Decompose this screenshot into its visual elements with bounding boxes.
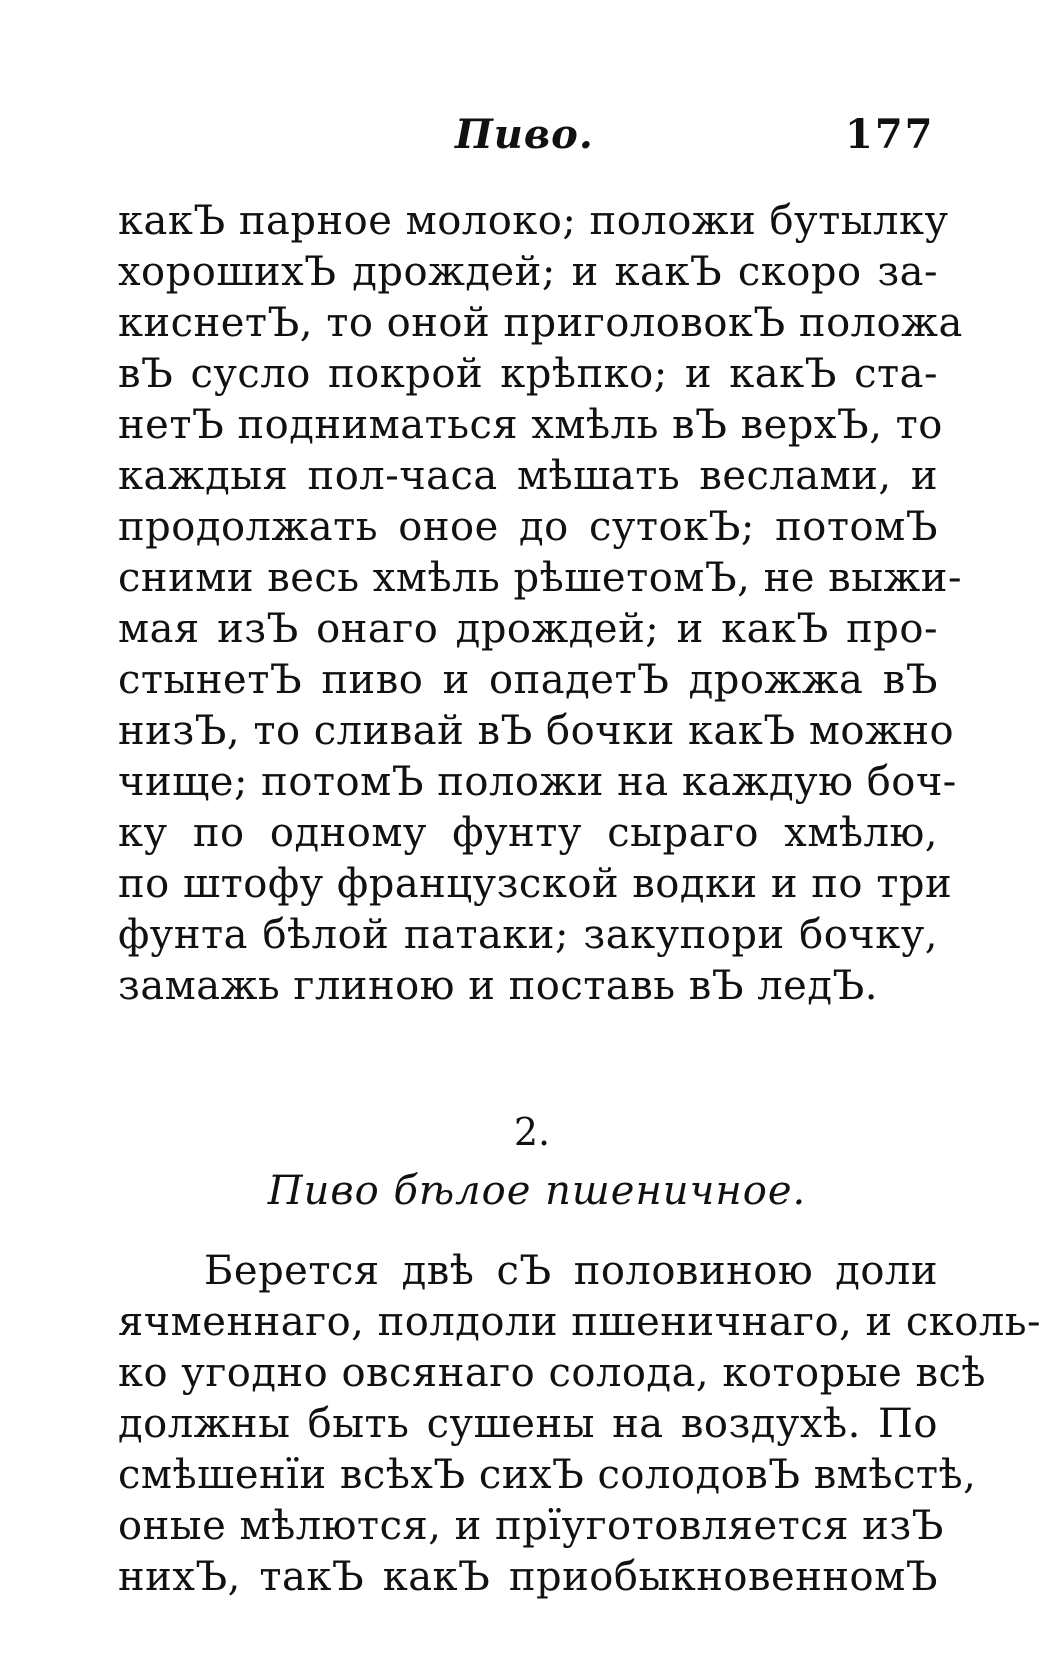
- text-line: ко угодно овсянаго солода, которые всѣ: [118, 1350, 987, 1396]
- text-line: нетЪ подниматься хмѣль вЪ верхЪ, то: [118, 402, 943, 448]
- text-line: низЪ, то сливай вЪ бочки какЪ можно: [118, 708, 955, 754]
- section-title: Пиво бѣлое пшеничное.: [267, 1168, 807, 1214]
- text-line: нихЪ, такЪ какЪ приобыкновенномЪ: [118, 1554, 938, 1600]
- text-line: хорошихЪ дрождей; и какЪ скоро за-: [118, 249, 938, 295]
- text-line: ячменнаго, полдоли пшеничнаго, и сколь-: [118, 1299, 1042, 1345]
- text-line: оные мѣлются, и прїуготовляется изЪ: [118, 1503, 944, 1549]
- text-line: сними весь хмѣль рѣшетомЪ, не выжи-: [118, 555, 962, 601]
- running-title: Пиво.: [455, 111, 594, 158]
- text-line: какЪ парное молоко; положи бутылку: [118, 198, 949, 244]
- text-line: вЪ сусло покрой крѣпко; и какЪ ста-: [118, 351, 938, 397]
- text-line: ку по одному фунту сыраго хмѣлю,: [118, 810, 938, 856]
- text-line: должны быть сушены на воздухѣ. По: [118, 1401, 938, 1447]
- text-line: киснетЪ, то оной приголовокЪ положа: [118, 300, 963, 346]
- text-line: чище; потомЪ положи на каждую боч-: [118, 759, 957, 805]
- text-line: замажь глиною и поставь вЪ ледЪ.: [118, 963, 878, 1009]
- text-line: продолжать оное до сутокЪ; потомЪ: [118, 504, 938, 550]
- text-line: фунта бѣлой патаки; закупори бочку,: [118, 912, 938, 958]
- section-number: 2.: [513, 1110, 551, 1154]
- text-line: каждыя пол-часа мѣшать веслами, и: [118, 453, 938, 499]
- text-line: по штофу французской водки и по три: [118, 861, 953, 907]
- text-line: стынетЪ пиво и опадетЪ дрожжа вЪ: [118, 657, 938, 703]
- text-line: смѣшенїи всѣхЪ сихЪ солодовЪ вмѣстѣ,: [118, 1452, 977, 1498]
- page-header: [0, 108, 1044, 168]
- text-line: Берется двѣ сЪ половиною доли: [204, 1248, 938, 1294]
- page-number: 177: [845, 111, 935, 158]
- text-line: мая изЪ онаго дрождей; и какЪ про-: [118, 606, 938, 652]
